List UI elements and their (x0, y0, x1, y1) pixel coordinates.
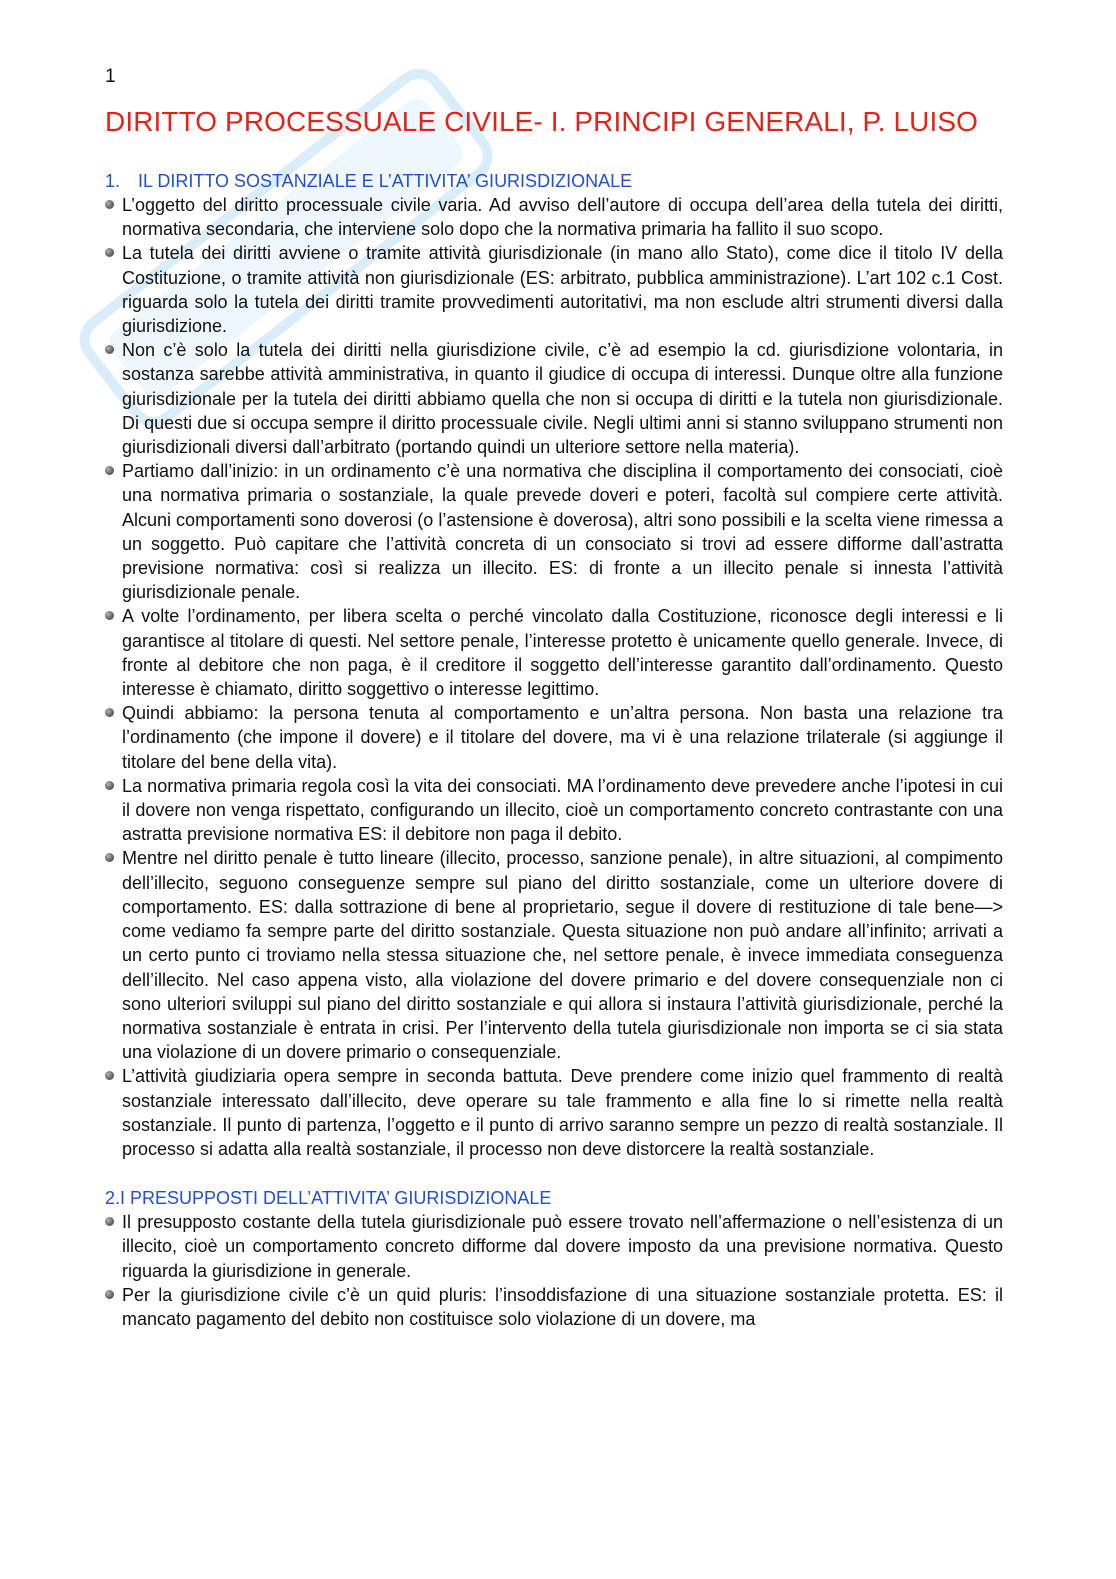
bullet-text: Il presupposto costante della tutela giurisdizionale può essere trovato nell’affermazione o nell’esistenza di un illecito, cioè un comportamento concreto difforme dal dovere imposto da una previsione normativa. Questo riguarda la giurisdizione in generale. (122, 1212, 1003, 1281)
bullet-list-2 (105, 1210, 1003, 1331)
section-heading-2 (105, 1187, 1003, 1210)
bullet-list-1 (105, 193, 1003, 1161)
bullet-text: La tutela dei diritti avviene o tramite attività giurisdizionale (in mano allo Stato), come dice il titolo IV della Costituzione, o tramite attività non giurisdizionale (ES: arbitrato, pubblica amministrazione). L’art 102 c.1 Cost. riguarda solo la tutela dei diritti tramite provvedimenti autoritativi, ma non esclude altri strumenti diversi dalla giurisdizione. (122, 243, 1003, 337)
list-item (105, 241, 1003, 338)
bullet-icon (105, 1290, 114, 1299)
list-item (105, 338, 1003, 459)
bullet-icon (105, 466, 114, 475)
list-item (105, 1064, 1003, 1161)
list-item (105, 459, 1003, 604)
bullet-icon (105, 200, 114, 209)
list-item (105, 193, 1003, 241)
list-item (105, 1210, 1003, 1283)
bullet-icon (105, 853, 114, 862)
bullet-icon (105, 345, 114, 354)
bullet-text: Quindi abbiamo: la persona tenuta al comportamento e un’altra persona. Non basta una relazione tra l’ordinamento (che impone il dovere) e il titolare del dovere, ma vi è una relazione trilaterale (si aggiunge il titolare del bene della vita). (122, 703, 1003, 772)
section-heading-1 (105, 170, 1003, 193)
document-title: DIRITTO PROCESSUALE CIVILE- I. PRINCIPI GENERALI, P. LUISO (105, 106, 978, 137)
bullet-text: L’attività giudiziaria opera sempre in seconda battuta. Deve prendere come inizio quel frammento di realtà sostanziale interessato dall’illecito, deve operare su tale frammento e alla fine lo si rimette nella realtà sostanziale. Il punto di partenza, l’oggetto e il punto di arrivo saranno sempre un pezzo di realtà sostanziale. Il processo si adatta alla realtà sostanziale, il processo non deve distorcere la realtà sostanziale. (122, 1066, 1003, 1159)
list-item (105, 604, 1003, 701)
bullet-text: A volte l’ordinamento, per libera scelta o perché vincolato dalla Costituzione, riconosce degli interessi e li garantisce al titolare di questi. Nel settore penale, l’interesse protetto è unicamente quello generale. Invece, di fronte al debitore che non paga, è il creditore il soggetto dell’interesse garantito dall’ordinamento. Questo interesse è chiamato, diritto soggettivo o interesse legittimo. (122, 606, 1003, 700)
bullet-text: Per la giurisdizione civile c’è un quid pluris: l’insoddisfazione di una situazione sostanziale protetta. ES: il mancato pagamento del debito non costituisce solo violazione di un dovere, ma (122, 1284, 1003, 1329)
bullet-text: L’oggetto del diritto processuale civile varia. Ad avviso dell’autore di occupa dell’area della tutela dei diritti, normativa secondaria, che interviene solo dopo che la normativa primaria ha fallito il suo scopo. (122, 195, 1003, 240)
bullet-icon (105, 781, 114, 790)
bullet-icon (105, 708, 114, 717)
bullet-icon (105, 611, 114, 620)
list-item (105, 846, 1003, 1064)
bullet-icon (105, 1071, 114, 1080)
bullet-text: Partiamo dall’inizio: in un ordinamento c’è una normativa che disciplina il comportamento dei consociati, cioè una normativa primaria o sostanziale, la quale prevede doveri e poteri, facoltà sul compiere certe attività. Alcuni comportamenti sono doverosi (o l’astensione è doverosa), altri sono possibili e la scelta viene rimessa a un soggetto. Può capitare che l’attività concreta di un consociato si trovi ad essere difforme dall’astratta previsione normativa: così si realizza un illecito. ES: di fronte a un illecito penale si innesta l’attività giurisdizionale penale. (122, 461, 1003, 603)
section-title: IL DIRITTO SOSTANZIALE E L’ATTIVITA’ GIURISDIZIONALE (138, 171, 633, 191)
bullet-icon (105, 248, 114, 257)
section-number: 1. (105, 171, 121, 191)
page-number: 1 (105, 66, 116, 87)
list-item (105, 1283, 1003, 1331)
section-number: 2. (105, 1188, 121, 1209)
list-item (105, 701, 1003, 774)
list-item (105, 774, 1003, 847)
document-page (105, 66, 1003, 1331)
bullet-text: Non c’è solo la tutela dei diritti nella giurisdizione civile, c’è ad esempio la cd. giurisdizione volontaria, in sostanza sarebbe attività amministrativa, in quanto il giudice di occupa di interessi. Dunque oltre alla funzione giurisdizionale per la tutela dei diritti abbiamo quella che non si occupa di diritti e la tutela non giurisdizionale. Di questi due si occupa sempre il diritto processuale civile. Negli ultimi anni si stanno sviluppano strumenti non giurisdizionali diversi dall’arbitrato (portando quindi un ulteriore settore nella materia). (122, 340, 1003, 458)
bullet-text: Mentre nel diritto penale è tutto lineare (illecito, processo, sanzione penale), in altre situazioni, al compimento dell’illecito, seguono conseguenze sempre sul piano del diritto sostanziale, come un ulteriore dovere di comportamento. ES: dalla sottrazione di bene al proprietario, segue il dovere di restituzione di tale bene—> come vediamo fa sempre parte del diritto sostanziale. Questa situazione non può andare all’infinito; arrivati a un certo punto ci troviamo nella stessa situazione che, nel settore penale, è invece immediata conseguenza dell’illecito. Nel caso appena visto, alla violazione del dovere primario e del dovere consequenziale non ci sono ulteriori sviluppi sul piano del diritto sostanziale e qui allora si instaura l’attività giurisdizionale, perché la normativa sostanziale è entrata in crisi. Per l’intervento della tutela giurisdizionale non importa se ci sia stata una violazione di un dovere primario o consequenziale. (122, 848, 1003, 1063)
bullet-icon (105, 1217, 114, 1226)
bullet-text: La normativa primaria regola così la vita dei consociati. MA l’ordinamento deve prevedere anche l’ipotesi in cui il dovere non venga rispettato, configurando un illecito, cioè un comportamento concreto contrastante con una astratta previsione normativa ES: il debitore non paga il debito. (122, 775, 1003, 845)
section-title: I PRESUPPOSTI DELL’ATTIVITA’ GIURISDIZIONALE (120, 1188, 552, 1209)
